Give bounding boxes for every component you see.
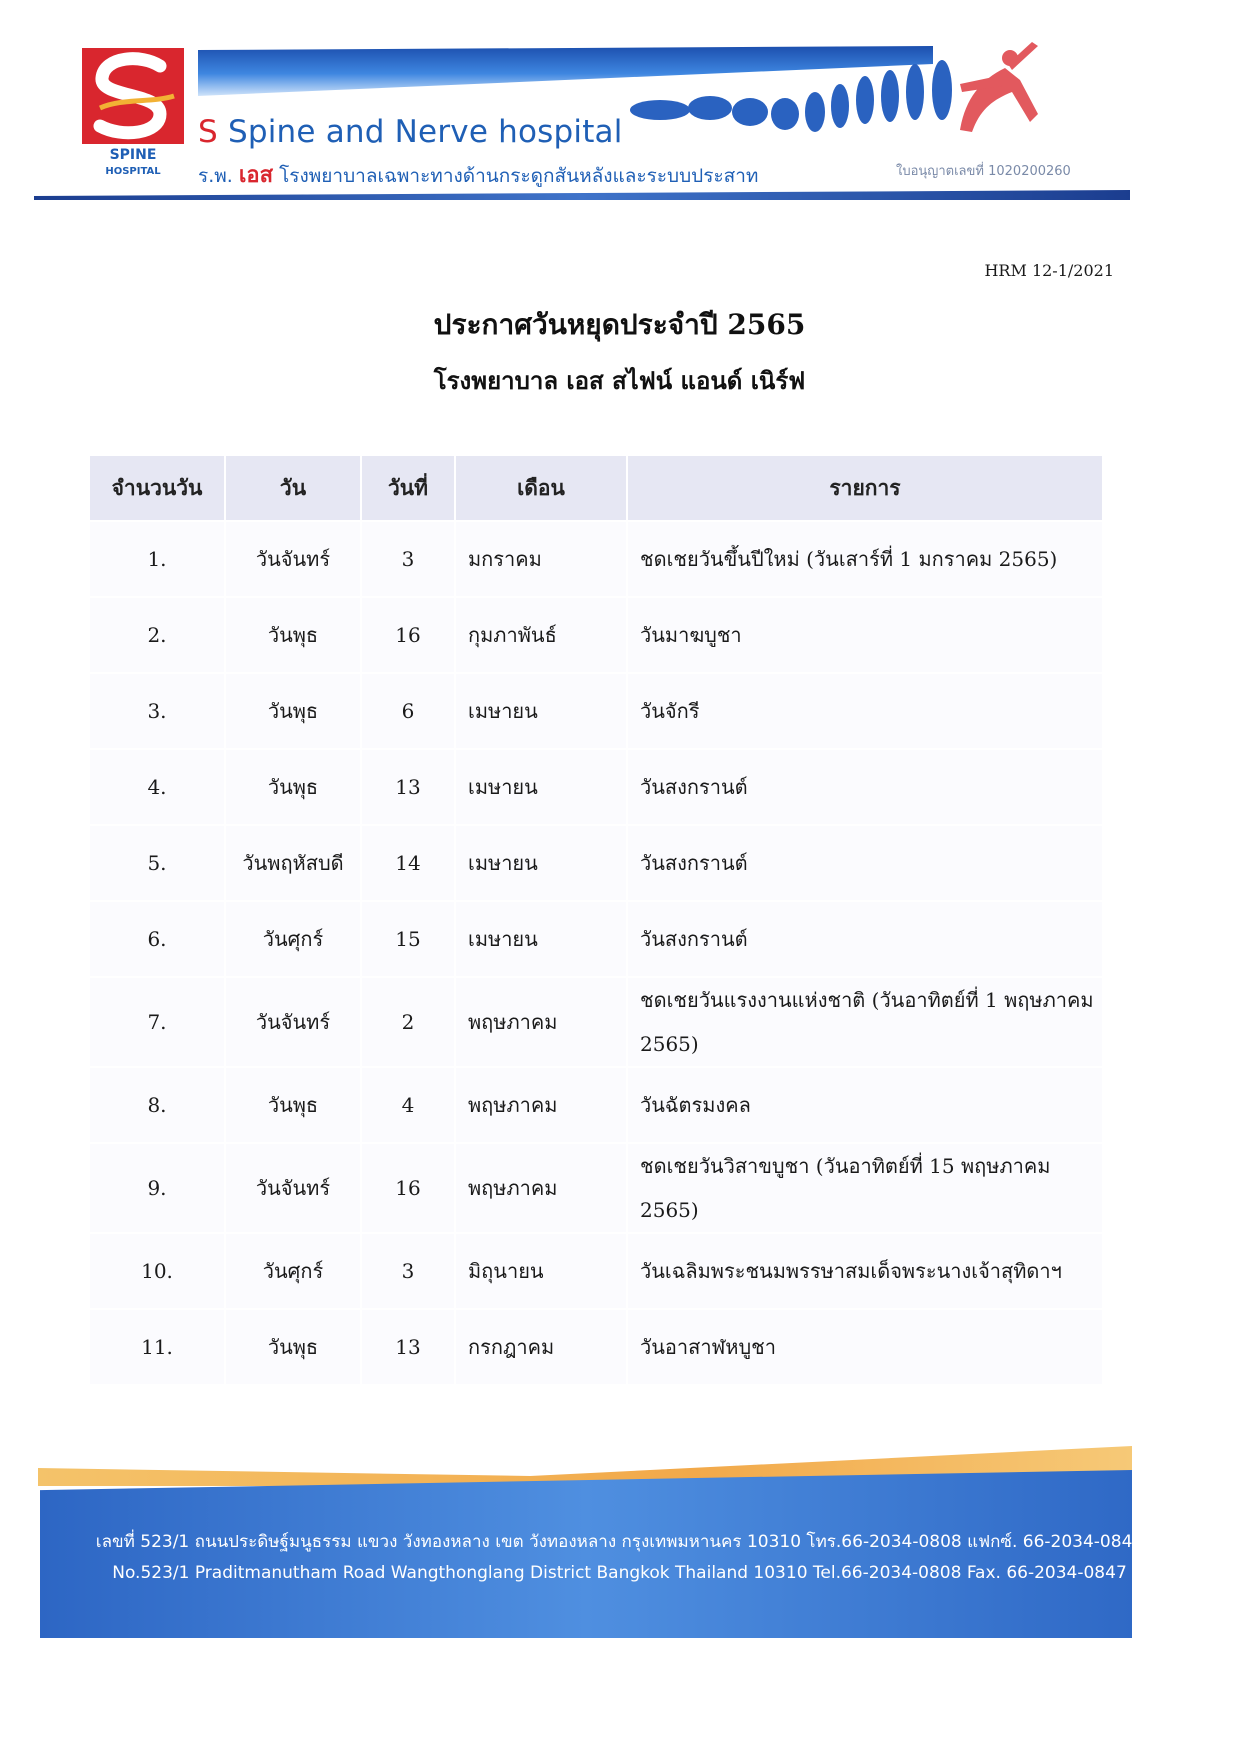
column-header-month: เดือน xyxy=(456,456,626,520)
row-month: เมษายน xyxy=(456,902,626,976)
row-day: วันจันทร์ xyxy=(226,978,360,1066)
row-month: เมษายน xyxy=(456,674,626,748)
column-header-day: วัน xyxy=(226,456,360,520)
row-number: 10. xyxy=(90,1234,224,1308)
row-date: 13 xyxy=(362,750,454,824)
row-description: วันสงกรานต์ xyxy=(628,750,1102,824)
row-month: กรกฎาคม xyxy=(456,1310,626,1384)
row-number: 8. xyxy=(90,1068,224,1142)
row-month: มิถุนายน xyxy=(456,1234,626,1308)
row-number: 9. xyxy=(90,1144,224,1232)
page-subtitle: โรงพยาบาล เอส สไฟน์ แอนด์ เนิร์ฟ xyxy=(433,366,806,395)
row-date: 16 xyxy=(362,1144,454,1232)
page-title: ประกาศวันหยุดประจำปี 2565 xyxy=(433,308,806,341)
document-code: HRM 12-1/2021 xyxy=(984,261,1114,280)
svg-text:SPINE: SPINE xyxy=(109,147,157,163)
row-day: วันจันทร์ xyxy=(226,1144,360,1232)
row-description: ชดเชยวันวิสาขบูชา (วันอาทิตย์ที่ 15 พฤษภาคม 2565) xyxy=(628,1144,1102,1232)
row-month: พฤษภาคม xyxy=(456,1144,626,1232)
row-day: วันจันทร์ xyxy=(226,522,360,596)
row-description: วันสงกรานต์ xyxy=(628,826,1102,900)
table-row xyxy=(90,674,1102,748)
row-date: 3 xyxy=(362,1234,454,1308)
table-row xyxy=(90,522,1102,596)
row-number: 11. xyxy=(90,1310,224,1384)
row-month: เมษายน xyxy=(456,826,626,900)
footer-address-english: No.523/1 Praditmanutham Road Wangthonglang District Bangkok Thailand 10310 Tel.66-2034-0808 Fax. 66-2034-0847 xyxy=(112,1563,1127,1583)
table-header-row xyxy=(90,456,1102,520)
hospital-name-english xyxy=(198,114,623,150)
row-day: วันศุกร์ xyxy=(226,1234,360,1308)
row-description: วันฉัตรมงคล xyxy=(628,1068,1102,1142)
table-row xyxy=(90,1068,1102,1142)
row-description: ชดเชยวันขึ้นปีใหม่ (วันเสาร์ที่ 1 มกราคม 2565) xyxy=(628,522,1102,596)
row-day: วันพุธ xyxy=(226,598,360,672)
hospital-name-main: Spine and Nerve hospital xyxy=(227,114,623,150)
column-header-date: วันที่ xyxy=(362,456,454,520)
row-description: วันเฉลิมพระชนมพรรษาสมเด็จพระนางเจ้าสุทิดาฯ xyxy=(628,1234,1102,1308)
row-date: 16 xyxy=(362,598,454,672)
row-description: วันสงกรานต์ xyxy=(628,902,1102,976)
row-date: 15 xyxy=(362,902,454,976)
row-number: 7. xyxy=(90,978,224,1066)
table-row xyxy=(90,1310,1102,1384)
row-date: 4 xyxy=(362,1068,454,1142)
letterhead xyxy=(0,0,1239,210)
row-month: เมษายน xyxy=(456,750,626,824)
row-month: มกราคม xyxy=(456,522,626,596)
table-row xyxy=(90,902,1102,976)
row-date: 3 xyxy=(362,522,454,596)
hospital-th-mark: เอส xyxy=(238,163,274,188)
svg-text:HOSPITAL: HOSPITAL xyxy=(105,166,161,176)
spine-runners-icon xyxy=(620,40,1040,160)
row-description: วันอาสาฬหบูชา xyxy=(628,1310,1102,1384)
row-month: พฤษภาคม xyxy=(456,1068,626,1142)
hospital-logo xyxy=(82,48,184,176)
row-day: วันพุธ xyxy=(226,674,360,748)
row-date: 14 xyxy=(362,826,454,900)
row-date: 13 xyxy=(362,1310,454,1384)
table-row xyxy=(90,1234,1102,1308)
row-number: 3. xyxy=(90,674,224,748)
hospital-name-prefix: S xyxy=(198,114,218,150)
row-day: วันพฤหัสบดี xyxy=(226,826,360,900)
row-date: 2 xyxy=(362,978,454,1066)
table-row xyxy=(90,978,1102,1066)
row-description: วันจักรี xyxy=(628,674,1102,748)
row-date: 6 xyxy=(362,674,454,748)
row-description: ชดเชยวันแรงงานแห่งชาติ (วันอาทิตย์ที่ 1 พฤษภาคม 2565) xyxy=(628,978,1102,1066)
row-number: 6. xyxy=(90,902,224,976)
row-number: 4. xyxy=(90,750,224,824)
holiday-table xyxy=(88,454,1104,1386)
hospital-th-description: โรงพยาบาลเฉพาะทางด้านกระดูกสันหลังและระบบประสาท xyxy=(279,165,759,187)
column-header-description: รายการ xyxy=(628,456,1102,520)
row-month: กุมภาพันธ์ xyxy=(456,598,626,672)
table-row xyxy=(90,750,1102,824)
license-number: ใบอนุญาตเลขที่ 1020200260 xyxy=(896,164,1071,179)
row-number: 5. xyxy=(90,826,224,900)
table-row xyxy=(90,826,1102,900)
row-day: วันพุธ xyxy=(226,750,360,824)
table-row xyxy=(90,598,1102,672)
row-day: วันพุธ xyxy=(226,1310,360,1384)
column-header-count: จำนวนวัน xyxy=(90,456,224,520)
row-description: วันมาฆบูชา xyxy=(628,598,1102,672)
hospital-name-thai xyxy=(198,157,758,192)
row-day: วันพุธ xyxy=(226,1068,360,1142)
footer-address-thai: เลขที่ 523/1 ถนนประดิษฐ์มนูธรรม แขวง วังทองหลาง เขต วังทองหลาง กรุงเทพมหานคร 10310 โทร.66-2034-0808 แฟกซ์. 66-2034-0847 xyxy=(95,1532,1144,1552)
hospital-th-prefix: ร.พ. xyxy=(198,165,233,187)
row-day: วันศุกร์ xyxy=(226,902,360,976)
row-number: 1. xyxy=(90,522,224,596)
row-number: 2. xyxy=(90,598,224,672)
row-month: พฤษภาคม xyxy=(456,978,626,1066)
table-row xyxy=(90,1144,1102,1232)
